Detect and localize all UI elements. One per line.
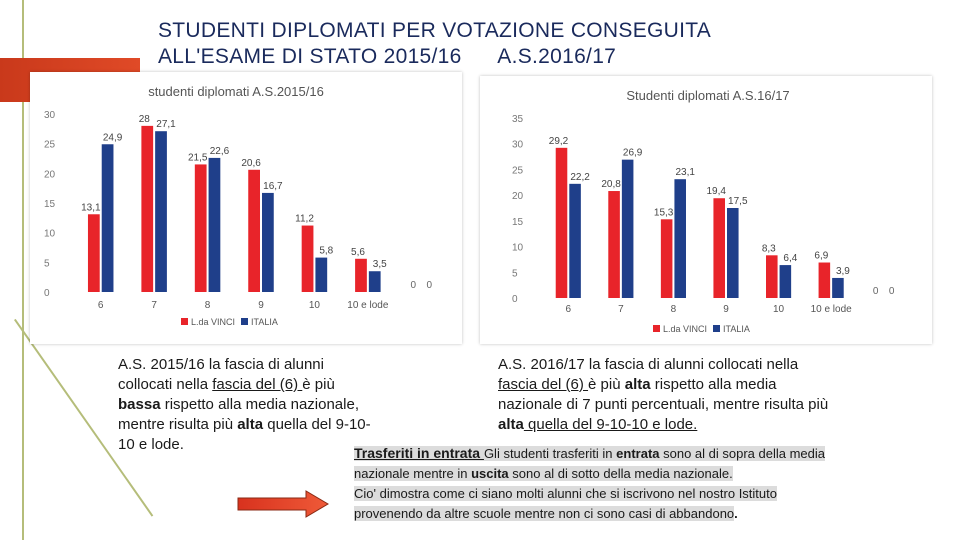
chart-2016-17 — [480, 76, 932, 344]
y-tick-label: 15 — [512, 216, 524, 228]
bar-ldavinci — [248, 170, 260, 292]
right-arrow-icon — [236, 490, 330, 518]
data-label: 29,2 — [548, 135, 569, 147]
bar-italia — [674, 179, 686, 298]
data-label: 23,1 — [675, 167, 695, 179]
p-left-1: A.S. 2015/16 la fascia di alunni — [118, 356, 324, 373]
p-right-1: A.S. 2016/17 la fascia di alunni collocati nella — [498, 356, 799, 373]
y-tick-label: 0 — [512, 294, 518, 305]
y-tick-label: 10 — [44, 228, 56, 240]
bar-italia — [262, 193, 274, 292]
x-tick-label: 7 — [151, 300, 157, 311]
x-tick-label: 9 — [258, 300, 264, 311]
bar-ldavinci — [766, 255, 778, 298]
bar-ldavinci — [819, 263, 831, 298]
note-5: uscita — [471, 466, 509, 481]
legend-swatch — [241, 318, 248, 325]
extra-zero-label: 0 — [872, 286, 879, 297]
p-left-8: alta — [237, 416, 264, 433]
p-left-5: bassa — [118, 396, 161, 413]
data-label: 5,6 — [351, 246, 365, 258]
data-label: 26,9 — [622, 147, 643, 159]
data-label: 13,1 — [81, 202, 101, 214]
data-label: 3,5 — [372, 259, 387, 271]
note-heading: Trasferiti in entrata — [354, 445, 484, 461]
chart-2015-16 — [30, 72, 462, 344]
y-tick-label: 15 — [44, 199, 56, 210]
x-tick-label: 10 e lode — [810, 304, 852, 315]
chart-svg-2016-17 — [480, 76, 932, 344]
p-left-3: fascia del (6) — [212, 376, 303, 393]
y-tick-label: 35 — [512, 114, 524, 125]
data-label: 22,6 — [209, 145, 230, 157]
bar-italia — [832, 278, 844, 298]
y-tick-label: 5 — [44, 258, 50, 270]
x-tick-label: 10 — [773, 304, 785, 315]
paragraph-2015-16 — [118, 355, 448, 455]
bar-ldavinci — [141, 126, 153, 292]
bar-italia — [780, 265, 792, 298]
p-right-4: alta — [624, 376, 651, 393]
transfer-note — [354, 443, 934, 524]
title-line1: STUDENTI DIPLOMATI PER VOTAZIONE CONSEGUITA — [158, 19, 712, 42]
data-label: 27,1 — [156, 119, 176, 131]
legend-label: L.da VINCI — [663, 324, 708, 334]
x-tick-label: 10 — [308, 300, 320, 311]
legend-label: ITALIA — [723, 324, 750, 334]
p-right-5: rispetto alla media — [650, 376, 777, 393]
p-left-6: rispetto alla media nazionale, — [160, 396, 359, 413]
x-tick-label: 7 — [618, 304, 624, 315]
y-tick-label: 20 — [44, 169, 56, 181]
bar-italia — [369, 271, 381, 292]
bar-ldavinci — [556, 148, 568, 298]
chart-title: studenti diplomati A.S.2015/16 — [148, 84, 324, 99]
bar-ldavinci — [302, 226, 314, 292]
y-tick-label: 30 — [512, 139, 524, 151]
data-label: 28 — [138, 113, 150, 125]
extra-zero-label: 0 — [426, 280, 433, 291]
note-3: sono al di sopra della media — [659, 446, 826, 461]
note-7: Cio' dimostra come ci siano molti alunni che si iscrivono nel nostro Istituto — [354, 486, 777, 501]
data-label: 6,9 — [814, 250, 829, 262]
bar-ldavinci — [88, 214, 100, 292]
bar-italia — [102, 144, 114, 292]
p-right-2: fascia del (6) — [498, 376, 589, 393]
data-label: 8,3 — [761, 243, 776, 255]
title-line2: ALL'ESAME DI STATO 2015/16 A.S.2016/17 — [158, 45, 617, 68]
data-label: 6,4 — [783, 253, 798, 265]
note-8: provenendo da altre scuole mentre non ci sono casi di abbandono — [354, 506, 735, 521]
data-label: 17,5 — [728, 196, 748, 207]
note-4: nazionale mentre in — [354, 466, 472, 481]
note-1: Gli studenti trasferiti in — [483, 446, 617, 461]
legend-label: ITALIA — [251, 317, 278, 327]
extra-zero-label: 0 — [410, 280, 417, 291]
p-right-3: è più — [588, 376, 625, 393]
bar-ldavinci — [661, 219, 673, 298]
data-label: 15,3 — [653, 207, 674, 219]
bar-ldavinci — [608, 191, 620, 298]
note-9: . — [734, 506, 738, 521]
p-left-10: 10 e lode. — [118, 436, 184, 453]
bar-italia — [315, 258, 327, 292]
y-tick-label: 30 — [44, 110, 56, 121]
x-tick-label: 10 e lode — [347, 300, 389, 311]
data-label: 11,2 — [295, 213, 314, 225]
x-tick-label: 6 — [97, 300, 104, 311]
chart-title: Studenti diplomati A.S.16/17 — [626, 88, 790, 103]
bar-italia — [622, 160, 634, 298]
bar-italia — [727, 208, 739, 298]
bar-ldavinci — [355, 259, 367, 292]
p-left-4: è più — [302, 376, 335, 393]
p-left-9: quella del 9-10- — [263, 416, 371, 433]
y-tick-label: 10 — [512, 242, 524, 254]
p-left-2: collocati nella — [118, 376, 213, 393]
legend-label: L.da VINCI — [191, 317, 236, 327]
paragraph-2016-17 — [498, 355, 938, 435]
extra-zero-label: 0 — [888, 286, 895, 297]
data-label: 3,9 — [835, 265, 850, 277]
note-2: entrata — [616, 446, 660, 461]
bar-ldavinci — [713, 198, 725, 298]
y-tick-label: 20 — [512, 191, 524, 203]
x-tick-label: 9 — [723, 304, 729, 315]
bar-italia — [155, 131, 167, 292]
p-right-7: alta — [498, 416, 524, 433]
p-right-6: nazionale di 7 punti percentuali, mentre risulta più — [498, 396, 829, 413]
legend-swatch — [653, 325, 660, 332]
data-label: 20,8 — [601, 179, 621, 191]
y-tick-label: 25 — [44, 139, 56, 151]
data-label: 21,5 — [187, 152, 208, 164]
data-label: 20,6 — [241, 157, 261, 169]
data-label: 19,4 — [706, 186, 726, 198]
page-title — [158, 18, 711, 70]
x-tick-label: 8 — [204, 300, 211, 311]
y-tick-label: 0 — [44, 288, 50, 299]
legend-swatch — [181, 318, 188, 325]
y-tick-label: 25 — [512, 165, 524, 177]
p-right-8: quella del 9-10-10 e lode. — [523, 416, 698, 433]
note-6: sono al di sotto della media nazionale. — [508, 466, 733, 481]
bar-ldavinci — [195, 164, 207, 292]
data-label: 16,7 — [263, 180, 283, 192]
data-label: 24,9 — [102, 132, 123, 144]
data-label: 22,2 — [570, 171, 590, 183]
x-tick-label: 8 — [670, 304, 677, 315]
chart-svg-2015-16 — [30, 72, 462, 344]
data-label: 5,8 — [319, 245, 334, 257]
bar-italia — [569, 184, 581, 298]
bar-italia — [209, 158, 221, 292]
x-tick-label: 6 — [565, 304, 572, 315]
y-tick-label: 5 — [512, 268, 518, 280]
p-left-7: mentre risulta più — [118, 416, 238, 433]
legend-swatch — [713, 325, 720, 332]
